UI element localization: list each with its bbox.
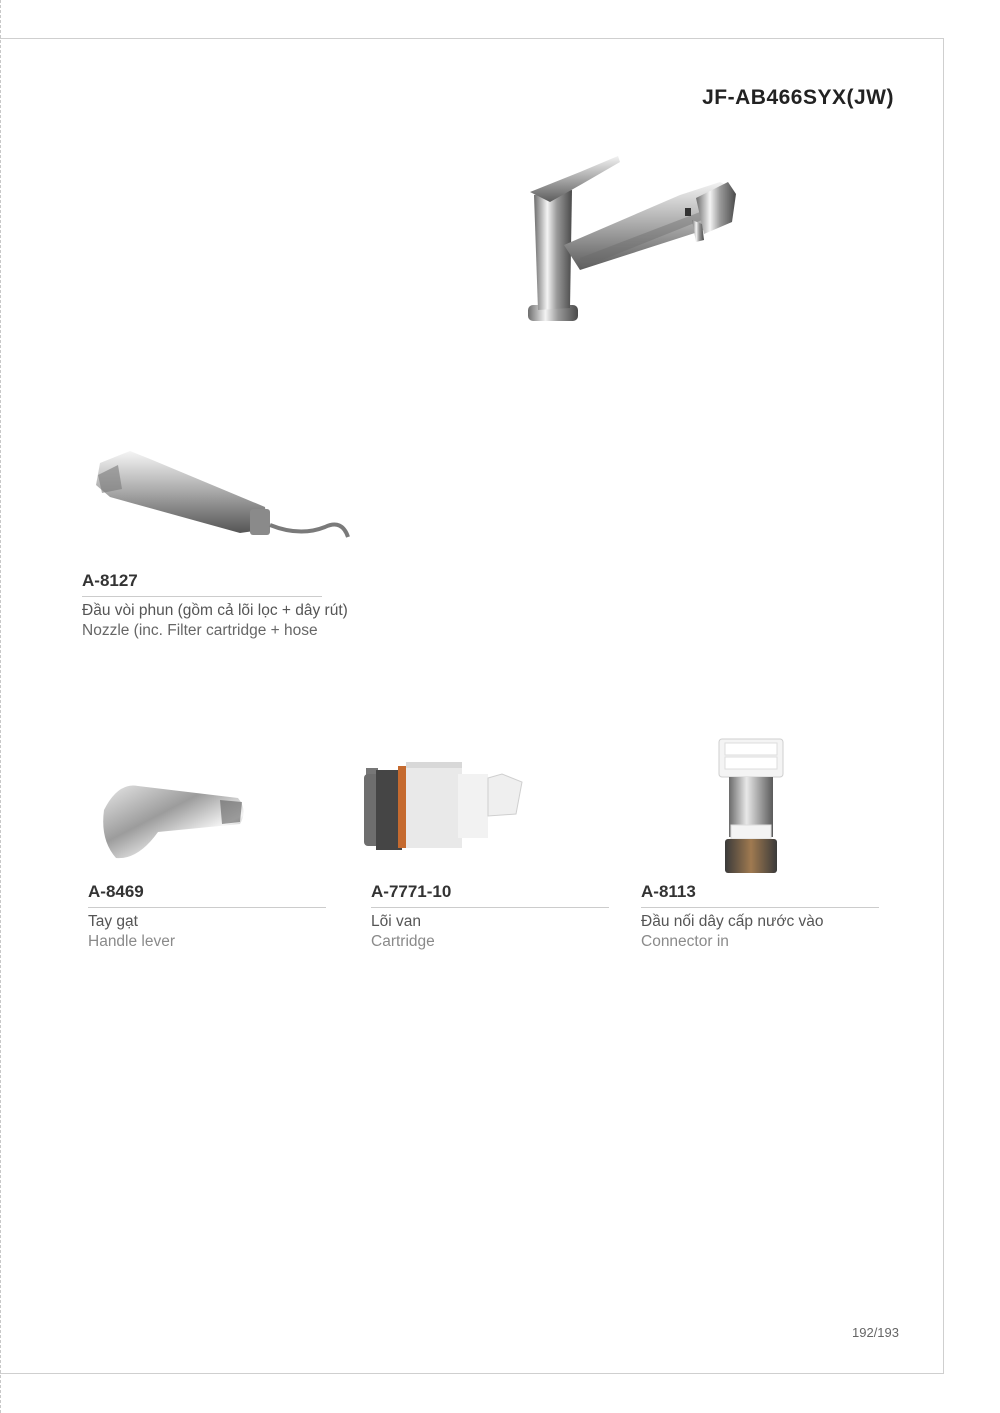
part-name-en: Cartridge	[371, 933, 435, 950]
part-code: A-8127	[82, 571, 138, 590]
part-name-en: Connector in	[641, 933, 729, 950]
model-title: JF-AB466SYX(JW)	[702, 86, 894, 109]
part-code: A-8113	[641, 882, 696, 901]
part-code: A-8469	[88, 882, 144, 901]
faucet-icon	[520, 150, 760, 330]
part-name-en: Handle lever	[88, 933, 176, 950]
part-code: A-7771-10	[371, 882, 452, 901]
nozzle-icon	[90, 445, 355, 555]
page-frame	[0, 38, 944, 1374]
part-name-en: Nozzle (inc. Filter cartridge + hose	[82, 622, 318, 639]
part-divider	[371, 907, 609, 908]
connector-icon	[715, 737, 787, 877]
cartridge-icon	[362, 760, 527, 850]
part-name-vi: Tay gạt	[88, 913, 138, 930]
page-number: 192/193	[852, 1325, 899, 1340]
handle-lever-icon	[98, 780, 248, 865]
part-name-vi: Đầu nối dây cấp nước vào	[641, 913, 824, 930]
part-divider	[82, 596, 322, 597]
part-divider	[641, 907, 879, 908]
part-name-vi: Lõi van	[371, 913, 421, 930]
part-divider	[88, 907, 326, 908]
part-name-vi: Đầu vòi phun (gồm cả lõi lọc + dây rút)	[82, 602, 348, 619]
